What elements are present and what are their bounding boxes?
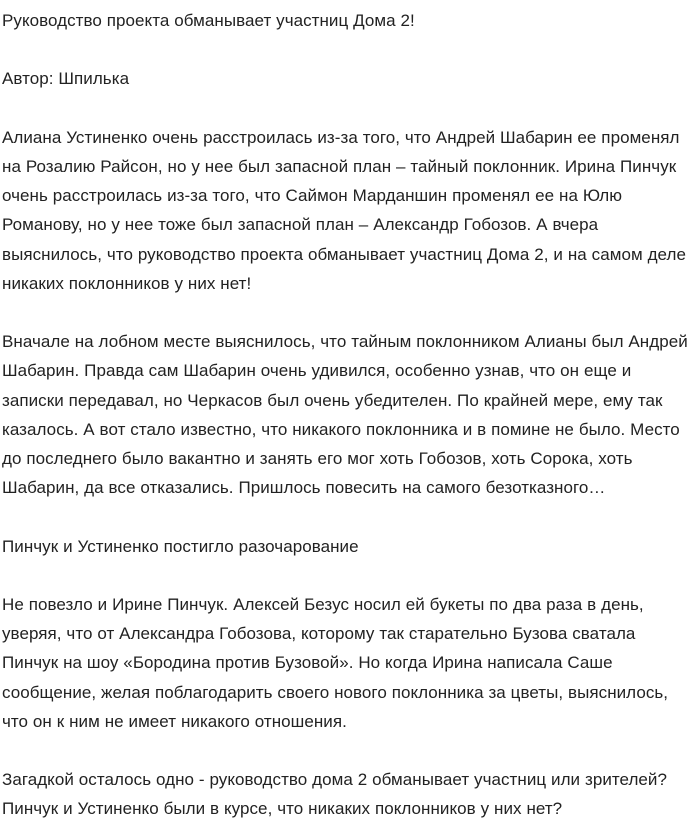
article-author: Автор: Шпилька <box>2 69 130 89</box>
article-paragraph: Загадкой осталось одно - руководство дома 2 обманывает участниц или зрителей? Пинчук и Устиненко были в курсе, что никаких поклонников у них нет? <box>2 770 667 819</box>
article-body <box>2 123 692 824</box>
page-title: Руководство проекта обманывает участниц Дома 2! <box>2 11 415 30</box>
article-subheading: Пинчук и Устиненко постигло разочарование <box>2 536 359 556</box>
article-paragraph: Вначале на лобном месте выяснилось, что тайным поклонником Алианы был Андрей Шабарин. Правда сам Шабарин очень удивился, особенно узнав, что он еще и записки передавал, но Черкасов был очень убедителен. По крайней мере, ему так казалось. А вот стало известно, что никакого поклонника и в помине не было. Место до последнего было вакантно и занять его мог хоть Гобозов, хоть Сорока, хоть Шабарин, да все отказались. Пришлось повесить на самого безотказного… <box>2 332 688 498</box>
article-paragraph: Алиана Устиненко очень расстроилась из-за того, что Андрей Шабарин ее променял на Розалию Райсон, но у нее был запасной план – тайный поклонник. Ирина Пинчук очень расстроилась из-за того, что Саймон Марданшин променял ее на Юлю Романову, но у нее тоже был запасной план – Александр Гобозов. А вчера выяснилось, что руководство проекта обманывает участниц Дома 2, и на самом деле никаких поклонников у них нет! <box>2 127 686 293</box>
article-paragraph: Не повезло и Ирине Пинчук. Алексей Безус носил ей букеты по два раза в день, уверяя, что от Александра Гобозова, которому так старательно Бузова сватала Пинчук на шоу «Бородина против Бузовой». Но когда Ирина написала Саше сообщение, желая поблагодарить своего нового поклонника за цветы, выяснилось, что он к ним не имеет никакого отношения. <box>2 594 669 731</box>
